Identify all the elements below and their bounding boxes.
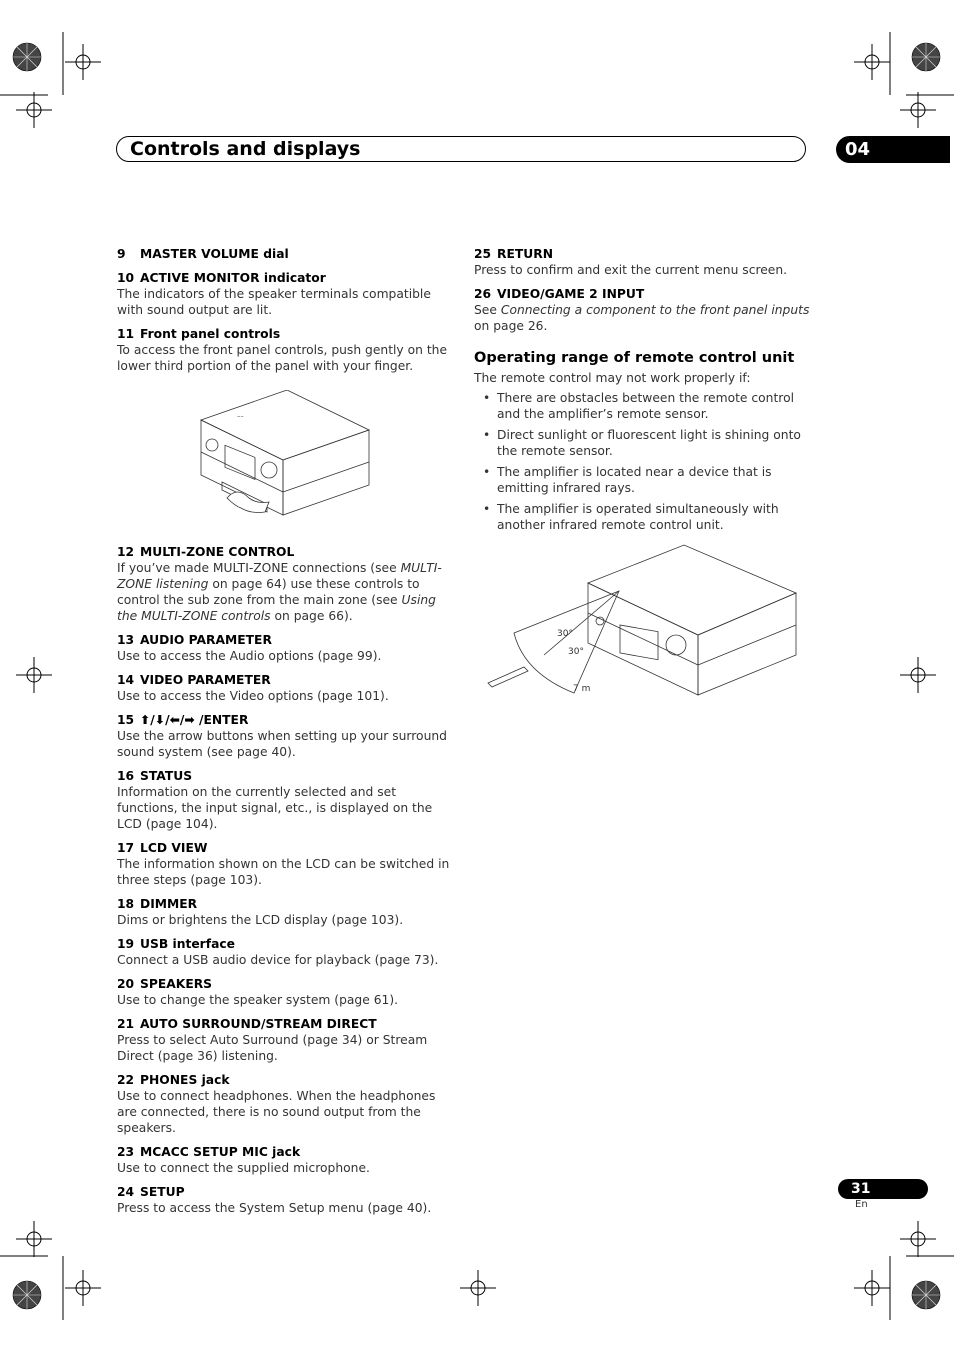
right-column bbox=[474, 246, 812, 538]
item-description: The indicators of the speaker terminals compatible with sound output are lit. bbox=[117, 287, 431, 317]
item-heading: DIMMER bbox=[140, 897, 198, 911]
item-description: Use to access the Video options (page 101). bbox=[117, 689, 389, 703]
list-item bbox=[117, 544, 457, 624]
angle-label-top: 30° bbox=[557, 629, 573, 639]
list-item bbox=[474, 246, 812, 278]
item-description: Use to connect headphones. When the headphones are connected, there is no sound output from the speakers. bbox=[117, 1089, 436, 1135]
item-heading: MULTI-ZONE CONTROL bbox=[140, 545, 295, 559]
item-number: 21 bbox=[117, 1017, 135, 1031]
item-description: Dims or brightens the LCD display (page 103). bbox=[117, 913, 404, 927]
item-description: Press to select Auto Surround (page 34) or Stream Direct (page 36) listening. bbox=[117, 1033, 428, 1063]
list-item bbox=[117, 712, 457, 760]
item-description: The information shown on the LCD can be switched in three steps (page 103). bbox=[117, 857, 450, 887]
item-heading: Front panel controls bbox=[140, 327, 281, 341]
item-description: Use to connect the supplied microphone. bbox=[117, 1161, 370, 1175]
item-number: 24 bbox=[117, 1185, 135, 1199]
list-item bbox=[117, 1184, 457, 1216]
item-heading: ⬆/⬇/⬅/➡ /ENTER bbox=[140, 713, 249, 727]
item-heading: LCD VIEW bbox=[140, 841, 208, 855]
item-heading: PHONES jack bbox=[140, 1073, 230, 1087]
item-heading: RETURN bbox=[497, 247, 554, 261]
item-number: 18 bbox=[117, 897, 135, 911]
item-description: Press to access the System Setup menu (page 40). bbox=[117, 1201, 432, 1215]
item-heading: SETUP bbox=[140, 1185, 185, 1199]
item-description: Information on the currently selected and set functions, the input signal, etc., is displayed on the LCD (page 104). bbox=[117, 785, 433, 831]
page-language: En bbox=[855, 1199, 868, 1210]
bullet-item: • Direct sunlight or fluorescent light is shining onto the remote sensor. bbox=[474, 427, 812, 459]
section-heading: Operating range of remote control unit bbox=[474, 350, 795, 366]
item-heading: ACTIVE MONITOR indicator bbox=[140, 271, 326, 285]
item-heading: MCACC SETUP MIC jack bbox=[140, 1145, 301, 1159]
item-description: To access the front panel controls, push gently on the lower third portion of the panel with your finger. bbox=[117, 343, 448, 373]
item-description: Connect a USB audio device for playback (page 73). bbox=[117, 953, 439, 967]
list-item bbox=[117, 672, 457, 704]
list-item bbox=[117, 270, 457, 318]
list-item bbox=[117, 1072, 457, 1136]
item-heading: AUDIO PARAMETER bbox=[140, 633, 272, 647]
chapter-number: 04 bbox=[845, 139, 871, 160]
item-number: 11 bbox=[117, 327, 135, 341]
item-number: 9 bbox=[117, 247, 126, 261]
list-item bbox=[117, 976, 457, 1008]
list-item bbox=[117, 1016, 457, 1064]
item-number: 17 bbox=[117, 841, 135, 855]
list-item bbox=[117, 1144, 457, 1176]
item-number: 16 bbox=[117, 769, 135, 783]
item-number: 19 bbox=[117, 937, 135, 951]
list-item bbox=[117, 632, 457, 664]
item-number: 23 bbox=[117, 1145, 135, 1159]
item-number: 20 bbox=[117, 977, 135, 991]
bullet-list bbox=[474, 390, 812, 533]
svg-text:~~: ~~ bbox=[237, 414, 244, 419]
item-heading: VIDEO/GAME 2 INPUT bbox=[497, 287, 645, 301]
item-description: See Connecting a component to the front panel inputs on page 26. bbox=[474, 303, 810, 333]
list-item bbox=[117, 768, 457, 832]
item-heading: VIDEO PARAMETER bbox=[140, 673, 271, 687]
distance-label: 7 m bbox=[573, 684, 591, 694]
item-description: Use to change the speaker system (page 61). bbox=[117, 993, 399, 1007]
page-number: 31 bbox=[851, 1181, 871, 1197]
item-number: 22 bbox=[117, 1073, 135, 1087]
list-item bbox=[117, 896, 457, 928]
section-intro: The remote control may not work properly if: bbox=[474, 371, 751, 385]
list-item bbox=[117, 840, 457, 888]
item-heading: SPEAKERS bbox=[140, 977, 213, 991]
angle-label-bottom: 30° bbox=[568, 647, 584, 657]
item-description: If you’ve made MULTI-ZONE connections (see MULTI-ZONE listening on page 64) use these controls to control the sub zone from the main zone (see Using the MULTI-ZONE controls on page 66). bbox=[117, 561, 442, 623]
front-panel-figure-area bbox=[117, 382, 457, 544]
item-heading: STATUS bbox=[140, 769, 193, 783]
left-column bbox=[117, 246, 457, 1224]
item-number: 15 bbox=[117, 713, 135, 727]
list-item bbox=[117, 326, 457, 374]
item-number: 12 bbox=[117, 545, 135, 559]
remote-range-illustration bbox=[484, 543, 804, 703]
item-heading: USB interface bbox=[140, 937, 236, 951]
item-number: 25 bbox=[474, 247, 492, 261]
item-description: Press to confirm and exit the current menu screen. bbox=[474, 263, 788, 277]
front-panel-illustration bbox=[197, 390, 377, 535]
bullet-item: • There are obstacles between the remote control and the amplifier’s remote sensor. bbox=[474, 390, 812, 422]
item-heading: AUTO SURROUND/STREAM DIRECT bbox=[140, 1017, 377, 1031]
item-number: 14 bbox=[117, 673, 135, 687]
page-title: Controls and displays bbox=[130, 138, 361, 160]
list-item bbox=[117, 246, 457, 262]
list-item bbox=[117, 936, 457, 968]
list-item bbox=[474, 286, 812, 334]
bullet-item: • The amplifier is operated simultaneously with another infrared remote control unit. bbox=[474, 501, 812, 533]
item-number: 13 bbox=[117, 633, 135, 647]
bullet-item: • The amplifier is located near a device that is emitting infrared rays. bbox=[474, 464, 812, 496]
item-description: Use the arrow buttons when setting up your surround sound system (see page 40). bbox=[117, 729, 447, 759]
item-heading: MASTER VOLUME dial bbox=[140, 247, 289, 261]
item-description: Use to access the Audio options (page 99). bbox=[117, 649, 382, 663]
item-number: 26 bbox=[474, 287, 492, 301]
item-number: 10 bbox=[117, 271, 135, 285]
